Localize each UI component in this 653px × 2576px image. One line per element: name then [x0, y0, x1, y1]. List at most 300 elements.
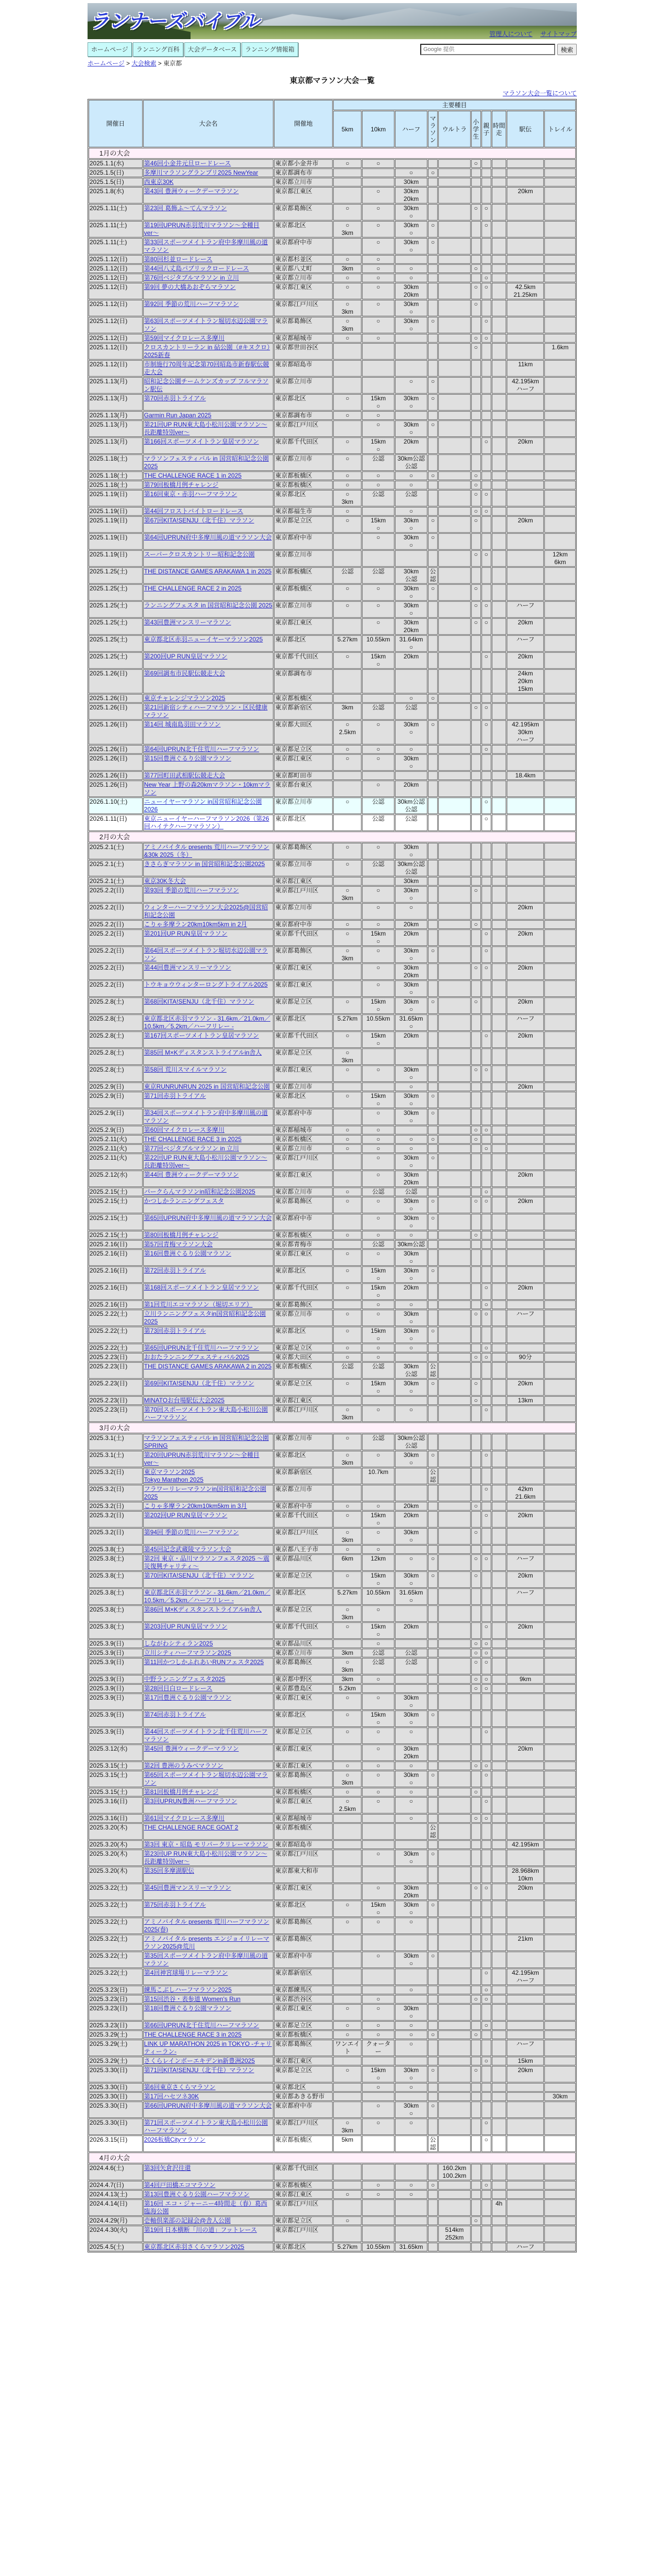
race-link[interactable]: 東京都北区赤羽ニューイヤーマラソン2025 [144, 636, 263, 643]
cell-race-name [143, 1231, 274, 1240]
race-link[interactable]: 東京マラソン2025 Tokyo Marathon 2025 [144, 1468, 204, 1483]
race-link[interactable]: 第168回スポーツメイトラン皇居マラソン [144, 1284, 259, 1291]
cell-parent-child: ○ [482, 2119, 491, 2135]
cell-parent-child [482, 1744, 491, 1761]
race-link[interactable]: 第63回スポーツメイトラン堀切水辺公園マラソン [144, 317, 268, 332]
race-link[interactable]: 第75回赤羽トライアル [144, 1901, 206, 1908]
cell-race-name [143, 394, 274, 411]
cell-5km: ○ 3km [333, 886, 362, 903]
race-link[interactable]: 第67回KITA!SENJU（北千住）マラソン [144, 517, 254, 524]
race-link[interactable]: 第16回 エコ・ジャーニー4時間走（春）葛西臨海公園 [144, 2200, 267, 2215]
race-link[interactable]: 第3回 東京・昭島 モリパークリレーマラソン [144, 1841, 268, 1848]
race-link[interactable]: 第21回UP RUN東大島小松川公園マラソン〜長距離特別ver〜 [144, 421, 267, 436]
race-link[interactable]: 東京RUNRUNRUN 2025 in 国営昭和記念公園 [144, 1083, 270, 1090]
cell-elementary [471, 1300, 481, 1309]
race-link[interactable]: 昭和記念公園チームケンズカップ フルマラソン駅伝 [144, 378, 269, 393]
cell-trail [544, 2190, 576, 2199]
cell-10km: ○ [362, 1771, 394, 1787]
race-link[interactable]: 第201回UP RUN皇居マラソン [144, 930, 228, 937]
month-section-header [89, 2153, 576, 2163]
search-button[interactable]: 検索 [557, 44, 577, 55]
cell-race-name [143, 1639, 274, 1648]
cell-marathon: ○ [428, 2181, 438, 2190]
race-link[interactable]: 第15回豊洲ぐるり公園マラソン [144, 755, 232, 762]
cell-10km: 公認 [362, 1362, 394, 1379]
cell-timed-run [492, 2004, 506, 2021]
race-link[interactable]: 第18回豊洲ぐるり公園マラソン [144, 2005, 232, 2012]
race-link[interactable]: 練馬こぶしハーフマラソン2025 [144, 1986, 232, 1993]
cell-ekiden [507, 2226, 544, 2242]
cell-date: 2025.3.29(土) [89, 2030, 143, 2039]
cell-place: 東京都江戸川区 [274, 1850, 333, 1866]
cell-10km: 15km ○ [362, 437, 394, 454]
cell-marathon [428, 2216, 438, 2225]
cell-10km: 公認 [362, 567, 394, 584]
race-link[interactable]: 第60回マイクロレース多摩川 [144, 1126, 225, 1133]
race-link[interactable]: 第200回UP RUN皇居マラソン [144, 653, 228, 660]
cell-elementary: ○ [471, 1571, 481, 1588]
race-link[interactable]: 第3回UPRUN豊洲ハーフマラソン [144, 1798, 237, 1805]
about-list-link[interactable]: マラソン大会一覧について [503, 90, 577, 97]
race-link[interactable]: トウキョウウィンターロングトライアル2025 [144, 981, 268, 988]
race-link[interactable]: 第2回 豊洲のうみべマラソン [144, 1762, 224, 1769]
cell-ultra [438, 2136, 470, 2152]
race-link[interactable]: THE CHALLENGE RACE 3 in 2025 [144, 2031, 242, 2038]
cell-10km: 15km ○ [362, 652, 394, 669]
cell-parent-child [482, 394, 491, 411]
cell-10km: ○ [362, 1693, 394, 1710]
race-link[interactable]: 第35回スポーツメイトラン府中多摩川風の道マラソン [144, 1952, 268, 1967]
race-link[interactable]: 第79回板橋月例チャレンジ [144, 481, 219, 488]
race-link[interactable]: 第59回マイクロレース多摩川 [144, 334, 225, 342]
cell-ultra [438, 1814, 470, 1823]
cell-date: 2025.1.25(土) [89, 652, 143, 669]
cell-ultra [438, 946, 470, 963]
cell-trail [544, 1771, 576, 1787]
race-link[interactable]: 東京都北区赤羽マラソン - 31.6km／21.0km／10.5km／5.2km／ハーフリレー - [144, 1589, 271, 1604]
race-link[interactable]: 第15回渋谷・表参道 Women's Run [144, 1995, 241, 2003]
cell-timed-run [492, 1639, 506, 1648]
cell-ekiden: 20km [507, 187, 544, 204]
race-link[interactable]: スーパークロスカントリー昭和記念公園 [144, 551, 255, 558]
cell-timed-run [492, 1528, 506, 1545]
cell-half: 30km ○ [395, 1901, 427, 1917]
race-link[interactable]: 第66回UPRUN府中多摩川風の道マラソン大会 [144, 2102, 272, 2109]
race-link[interactable]: 第28回目白ロードレース [144, 1685, 213, 1692]
race-link[interactable]: 第72回赤羽トライアル [144, 1267, 206, 1274]
race-link[interactable]: 第1回荒川エコマラソン（堀切エリア） [144, 1301, 253, 1308]
cell-5km: 5km [333, 2136, 362, 2152]
cell-half: 30km公認 公認 [395, 1434, 427, 1450]
header-parent-child: 親子 [482, 111, 491, 147]
race-link[interactable]: 第65回スポーツメイトラン堀切水辺公園マラソン [144, 1771, 268, 1786]
race-link[interactable]: こりゃ多摩ラン20km10km5km in 3月 [144, 1502, 247, 1510]
cell-trail [544, 1952, 576, 1968]
race-link[interactable]: おおたランニングフェスティバル2025 [144, 1353, 250, 1361]
sitemap-link[interactable]: サイトマップ [540, 30, 577, 38]
race-link[interactable]: 西東京30K [144, 178, 174, 185]
race-link[interactable]: THE CHALLENGE RACE 3 in 2025 [144, 1136, 242, 1143]
race-link[interactable]: 第74回赤羽トライアル [144, 1711, 206, 1718]
race-link[interactable]: 第76回ベジタブルマラソン in 立川 [144, 274, 239, 281]
cell-elementary [471, 1405, 481, 1422]
cell-elementary [471, 1605, 481, 1622]
cell-trail [544, 963, 576, 980]
race-link[interactable]: 第58回 荒川スマイルマラソン [144, 1066, 227, 1073]
cell-half: ○ [395, 903, 427, 920]
cell-10km: ○ [362, 1744, 394, 1761]
cell-date: 2025.1.12(日) [89, 317, 143, 333]
cell-place: 東京都葛飾区 [274, 1658, 333, 1674]
cell-ekiden [507, 2102, 544, 2118]
race-link[interactable]: 第93回 季節の荒川ハーフマラソン [144, 887, 239, 894]
race-link[interactable]: Garmin Run Japan 2025 [144, 412, 212, 419]
cell-elementary [471, 1283, 481, 1300]
cell-5km [333, 533, 362, 550]
cell-timed-run [492, 255, 506, 264]
cell-parent-child: ○ [482, 1188, 491, 1196]
site-logo[interactable]: ランナーズバイブル [90, 11, 259, 32]
race-link[interactable]: 東京都北区赤羽さくらマラソン2025 [144, 2243, 245, 2250]
race-link[interactable]: 第65回UPRUN北千住荒川ハーフマラソン [144, 1344, 260, 1351]
race-link[interactable]: 第70回KITA!SENJU（北千住）マラソン [144, 1572, 254, 1579]
race-link[interactable]: 第44回スポーツメイトラン北千住荒川ハーフマラソン [144, 1728, 268, 1743]
race-link[interactable]: きさらぎマラソン in 国営昭和記念公園2025 [144, 860, 265, 868]
race-link[interactable]: 第203回UP RUN皇居マラソン [144, 1623, 228, 1630]
cell-5km [333, 2199, 362, 2216]
race-link[interactable]: 第167回スポーツメイトラン皇居マラソン [144, 1032, 259, 1039]
race-link[interactable]: 第85回 M×Kディスタンストライアルin舎人 [144, 1049, 262, 1056]
race-link[interactable]: 第6回東京さくらマラソン [144, 2083, 216, 2091]
race-link[interactable]: 第11回かつしかふれあいRUNフェスタ2025 [144, 1658, 264, 1666]
cell-ultra [438, 567, 470, 584]
race-link[interactable]: THE CHALLENGE RACE GOAT 2 [144, 1824, 238, 1831]
cell-half: 20km [395, 781, 427, 797]
race-link[interactable]: 第9回 夢の大橋あおぞらマラソン [144, 283, 236, 291]
cell-10km: ○ [362, 886, 394, 903]
table-row [89, 2216, 576, 2225]
race-link[interactable]: 第65回UPRUN府中多摩川風の道マラソン大会 [144, 1214, 272, 1222]
race-link[interactable]: 第66回UPRUN北千住荒川ハーフマラソン [144, 2022, 260, 2029]
cell-date: 2025.1.12(日) [89, 300, 143, 316]
race-link[interactable]: 第45回記念武蔵陵マラソン大会 [144, 1546, 232, 1553]
race-link[interactable]: 第17回ハセツネ30K [144, 2093, 199, 2100]
cell-ultra [438, 1935, 470, 1951]
search-input[interactable] [420, 44, 555, 55]
race-link[interactable]: 市制施行70周年記念第70回昭島市新春駅伝競走大会 [144, 361, 269, 376]
race-link[interactable]: 第64回UPRUN府中多摩川風の道マラソン大会 [144, 534, 272, 541]
cell-place: 東京都青梅市 [274, 1240, 333, 1249]
cell-half: 20km [395, 929, 427, 946]
cell-race-name [143, 221, 274, 238]
cell-ekiden [507, 1823, 544, 1840]
cell-date: 2025.2.2(日) [89, 963, 143, 980]
race-link[interactable]: 第44回 豊洲ウィークデーマラソン [144, 1171, 239, 1178]
race-link[interactable]: アミノバイタル presents 荒川ハーフマラソン&30k 2025（冬） [144, 843, 269, 858]
cell-10km: ○ [362, 187, 394, 204]
table-row [89, 1797, 576, 1814]
race-link[interactable]: THE CHALLENGE RACE 2 in 2025 [144, 585, 242, 592]
cell-marathon: 公認 [428, 1362, 438, 1379]
table-row [89, 471, 576, 480]
race-link[interactable]: 中野ランニングフェスタ2025 [144, 1675, 226, 1683]
race-link[interactable]: 第45回豊洲マンスリーマラソン [144, 1884, 231, 1891]
race-link[interactable]: ニューイヤーマラソン in国営昭和記念公園2026 [144, 798, 262, 813]
race-link[interactable]: 第64回UPRUN北千住荒川ハーフマラソン [144, 745, 260, 753]
race-link[interactable]: 第70回スポーツメイトラン東大島小松川公園ハーフマラソン [144, 1406, 268, 1421]
cell-ekiden: ハーフ [507, 2040, 544, 2056]
cell-place: 東京都調布市 [274, 669, 333, 693]
race-link[interactable]: 第61回マイクロレース多摩川 [144, 1815, 225, 1822]
race-link[interactable]: フラワーリレーマラソンin国営昭和記念公園2025 [144, 1485, 266, 1500]
nav-race-database[interactable]: 大会データベース [184, 42, 240, 57]
race-link[interactable]: 第80回杉並ロードレース [144, 256, 213, 263]
race-link[interactable]: 第17回豊洲ぐるり公園マラソン [144, 1694, 232, 1701]
cell-ekiden [507, 1092, 544, 1108]
cell-marathon [428, 1605, 438, 1622]
cell-race-name [143, 1048, 274, 1065]
race-link[interactable]: こりゃ多摩ラン20km10km5km in 2月 [144, 921, 247, 928]
cell-ultra [438, 1684, 470, 1693]
cell-ekiden [507, 507, 544, 516]
race-link[interactable]: 第94回 季節の荒川ハーフマラソン [144, 1529, 239, 1536]
race-link[interactable]: 第20回UPRUN赤羽荒川マラソン〜全種目ver〜 [144, 1451, 260, 1466]
cell-elementary: ○ [471, 1065, 481, 1082]
race-link[interactable]: 第43回 豊洲ウィークデーマラソン [144, 188, 239, 195]
cell-race-name [143, 1126, 274, 1134]
cell-ultra [438, 1986, 470, 1994]
cell-half: 30km公認 公認 [395, 798, 427, 814]
race-link[interactable]: 第70回赤羽トライアル [144, 395, 206, 402]
cell-ultra [438, 1266, 470, 1283]
race-link[interactable]: 第4回戸田橋エコマラソン [144, 2181, 216, 2189]
race-link[interactable]: 第57回青梅マラソン大会 [144, 1241, 213, 1248]
cell-ekiden: 20km [507, 1884, 544, 1900]
race-link[interactable]: 第71回スポーツメイトラン東大島小松川公園ハーフマラソン [144, 2119, 268, 2134]
cell-place: 東京都北区 [274, 490, 333, 506]
cell-ekiden: 20km [507, 929, 544, 946]
race-link[interactable]: 立川ランニングフェスタin国営昭和記念公園2025 [144, 1310, 266, 1325]
breadcrumb-race-search[interactable]: 大会検索 [131, 60, 157, 67]
cell-5km: ○ 3km [333, 221, 362, 238]
race-link[interactable]: アミノバイタル presents 荒川ハーフマラソン2025(春) [144, 1918, 269, 1933]
race-link[interactable]: THE DISTANCE GAMES ARAKAWA 2 in 2025 [144, 1363, 272, 1370]
cell-10km: 15km ○ [362, 1092, 394, 1108]
race-link[interactable]: 第35回多摩湖駅伝 [144, 1867, 195, 1874]
race-link[interactable]: THE DISTANCE GAMES ARAKAWA 1 in 2025 [144, 568, 272, 575]
race-link[interactable]: 第3回矢倉沢往還 [144, 2164, 191, 2172]
table-row [89, 343, 576, 360]
race-link[interactable]: 第86回 M×Kディスタンストライアルin舎人 [144, 1606, 262, 1613]
cell-marathon [428, 843, 438, 859]
cell-half: 30km ○ [395, 720, 427, 744]
race-link[interactable]: 東京ニューイヤーハーフマラソン2026（第26回ハイテクハーフマラソン） [144, 815, 269, 830]
race-link[interactable]: 第23回UP RUN東大島小松川公園マラソン〜長距離特別ver〜 [144, 1850, 267, 1865]
race-link[interactable]: 第69回調布市民駅伝競走大会 [144, 670, 226, 677]
race-link[interactable]: 第22回UP RUN東大島小松川公園マラソン〜長距離特別ver〜 [144, 1154, 267, 1169]
race-link[interactable]: 第4回神宮球場リレーマラソン [144, 1969, 228, 1976]
cell-10km: ○ [362, 221, 394, 238]
cell-half: 31.65km ○ [395, 1588, 427, 1605]
cell-parent-child [482, 2040, 491, 2056]
race-link[interactable]: ランニングフェスタ in 国営昭和記念公園 2025 [144, 602, 272, 609]
race-link[interactable]: かつしかランニングフェスタ [144, 1197, 224, 1205]
table-row [89, 1935, 576, 1951]
cell-trail [544, 1092, 576, 1108]
race-link[interactable]: 2026板橋Cityマラソン [144, 2136, 206, 2143]
cell-timed-run [492, 1986, 506, 1994]
cell-10km: 15km ○ [362, 1283, 394, 1300]
race-link[interactable]: 第34回スポーツメイトラン府中多摩川風の道マラソン [144, 1109, 268, 1124]
race-link[interactable]: 第80回板橋月例チャレンジ [144, 1231, 219, 1239]
race-link[interactable]: パークらんマラソンin昭和記念公園2025 [144, 1188, 255, 1195]
cell-place: 東京都昭島市 [274, 1840, 333, 1849]
race-link[interactable]: 立川シティハーフマラソン2025 [144, 1649, 231, 1656]
race-link[interactable]: 第13回豊洲ぐるり公園ハーフマラソン [144, 2191, 250, 2198]
cell-date: 2025.3.15(土) [89, 1771, 143, 1787]
race-link[interactable]: 第166回スポーツメイトラン皇居マラソン [144, 438, 259, 445]
table-row [89, 1511, 576, 1528]
cell-5km: ○ [333, 159, 362, 168]
breadcrumb-home[interactable]: ホームページ [88, 60, 125, 67]
race-link[interactable]: アミノバイタル presents エンジョイリレーマラソン2025@荒川 [144, 1935, 269, 1950]
cell-10km: ○ [362, 618, 394, 635]
nav-running-info[interactable]: ランニング情報箱 [242, 42, 298, 57]
race-link[interactable]: マラソンフェスティバル in 国営昭和記念公園2025 [144, 455, 269, 470]
cell-ultra [438, 178, 470, 187]
cell-half: 31.65km ○ [395, 1014, 427, 1031]
race-link[interactable]: 第44回フロストバイトロードレース [144, 507, 244, 515]
cell-10km: ○ [362, 317, 394, 333]
cell-ultra [438, 1240, 470, 1249]
cell-timed-run [492, 1353, 506, 1362]
race-link[interactable]: 第77回町田武相駅伝競走大会 [144, 772, 226, 779]
cell-date: 2025.2.15(土) [89, 1214, 143, 1230]
cell-half [395, 159, 427, 168]
cell-date: 2025.3.9(日) [89, 1639, 143, 1648]
race-link[interactable]: 多摩川マラソングランプリ2025 NewYear [144, 169, 259, 176]
table-row [89, 2119, 576, 2135]
cell-date: 2025.3.2(日) [89, 1502, 143, 1511]
race-link[interactable]: 第77回ベジタブルマラソン in 立川 [144, 1145, 239, 1152]
race-link[interactable]: 第202回UP RUN皇居マラソン [144, 1512, 228, 1519]
cell-parent-child [482, 1014, 491, 1031]
race-link[interactable]: マラソンフェスティバル in 国営昭和記念公園 SPRING [144, 1434, 269, 1449]
cell-ekiden [507, 1249, 544, 1266]
race-link[interactable]: クロスカントリーラン in 砧公園（#キヌクロ）2025新春 [144, 344, 270, 359]
race-link[interactable]: 第71回KITA!SENJU（北千住）マラソン [144, 2066, 254, 2074]
cell-half: ○ [395, 1814, 427, 1823]
table-row [89, 168, 576, 177]
cell-timed-run [492, 1554, 506, 1571]
race-link[interactable]: 東京30K冬大会 [144, 877, 186, 885]
race-link[interactable]: 第73回赤羽トライアル [144, 1327, 206, 1334]
cell-date: 2025.2.1(土) [89, 843, 143, 859]
cell-10km: 公認 [362, 703, 394, 720]
cell-parent-child [482, 159, 491, 168]
nav-running-encyclopedia[interactable]: ランニング百科 [133, 42, 183, 57]
cell-elementary: ○ [471, 1684, 481, 1693]
race-link[interactable]: 第33回スポーツメイトラン府中多摩川風の道マラソン [144, 239, 268, 253]
race-link[interactable]: 第69回KITA!SENJU（北千住）マラソン [144, 1380, 254, 1387]
race-link[interactable]: 第2回 東京・品川マラソンフェスタ2025 〜震災復興チャリティ〜 [144, 1555, 270, 1570]
about-admin-link[interactable]: 管理人について [489, 30, 532, 38]
cell-elementary: ○ [471, 1135, 481, 1144]
cell-5km: ○ 3km [333, 1451, 362, 1467]
race-link[interactable]: 第21回新宿シティハーフマラソン・区民健康マラソン [144, 704, 268, 719]
race-link[interactable]: 第71回赤羽トライアル [144, 1092, 206, 1099]
cell-timed-run [492, 2057, 506, 2065]
cell-trail [544, 2066, 576, 2082]
race-link[interactable]: 第46回小金井元旦ロードレース [144, 160, 231, 167]
race-link[interactable]: 第23回 葛飾ふ〜てんマラソン [144, 205, 227, 212]
cell-elementary [471, 2226, 481, 2242]
cell-trail [544, 1511, 576, 1528]
cell-5km: ○ [333, 1327, 362, 1343]
cell-ultra [438, 584, 470, 601]
race-link[interactable]: 第81回板橋月例チャレンジ [144, 1788, 219, 1795]
cell-race-name [143, 334, 274, 343]
race-link[interactable]: MINATOお台場駅伝大会2025 [144, 1397, 225, 1404]
race-link[interactable]: 第16回豊洲ぐるり公園マラソン [144, 1250, 232, 1257]
cell-10km: ○ [362, 2102, 394, 2118]
race-link[interactable]: 東京都北区赤羽マラソン - 31.6km／21.0km／10.5km／5.2km／ハーフリレー - [144, 1015, 271, 1030]
race-link[interactable]: さくらレインボーエキデンin新豊洲2025 [144, 2057, 255, 2064]
cell-trail [544, 334, 576, 343]
nav-home[interactable]: ホームページ [88, 42, 132, 57]
race-link[interactable]: New Year 上野の森20kmマラソン・10kmマラソン [144, 781, 271, 796]
race-link[interactable]: 第19回UPRUN赤羽荒川マラソン〜全種目ver〜 [144, 222, 260, 236]
cell-5km: ○ [333, 1379, 362, 1396]
cell-half: 公認 [395, 1658, 427, 1674]
cell-half [395, 1126, 427, 1134]
race-link[interactable]: LINK UP MARATHON 2025 in TOKYO -チャリティーラン- [144, 2040, 272, 2055]
cell-place: 東京都福生市 [274, 507, 333, 516]
cell-parent-child [482, 168, 491, 177]
race-link[interactable]: 第43回豊洲マンスリーマラソン [144, 619, 231, 626]
race-link[interactable]: 壱軸倶楽部の記録会@舎人公園 [144, 2217, 231, 2224]
race-link[interactable]: 第68回KITA!SENJU（北千住）マラソン [144, 998, 254, 1005]
race-link[interactable]: 第19回 日本横断「川の道」フットレース [144, 2226, 257, 2233]
race-link[interactable]: THE CHALLENGE RACE 1 in 2025 [144, 472, 242, 479]
race-link[interactable]: 第64回スポーツメイトラン堀切水辺公園マラソン [144, 947, 268, 962]
race-link[interactable]: ウィンターハーフマラソン大会2025@国営昭和記念公園 [144, 904, 268, 919]
cell-date: 2025.3.16(日) [89, 1797, 143, 1814]
cell-place: 東京都足立区 [274, 516, 333, 533]
race-link[interactable]: しながわシティラン2025 [144, 1640, 213, 1647]
cell-marathon [428, 1935, 438, 1951]
race-link[interactable]: 東京チャレンジマラソン2025 [144, 694, 226, 702]
cell-10km: 10.55km [362, 1588, 394, 1605]
race-link[interactable]: 第14回 城南島羽田マラソン [144, 721, 221, 728]
race-link[interactable]: 第92回 季節の荒川ハーフマラソン [144, 300, 239, 308]
cell-ekiden: 28.968km 10km [507, 1867, 544, 1883]
race-link[interactable]: 第44回豊洲マンスリーマラソン [144, 964, 231, 971]
race-link[interactable]: 第44回八丈島パブリックロードレース [144, 265, 249, 272]
cell-timed-run [492, 635, 506, 652]
cell-elementary [471, 221, 481, 238]
cell-marathon [428, 1240, 438, 1249]
race-link[interactable]: 第16回東京・赤羽ハーフマラソン [144, 490, 237, 498]
cell-trail [544, 1797, 576, 1814]
cell-place: 東京都調布市 [274, 168, 333, 177]
cell-5km [333, 771, 362, 780]
cell-elementary [471, 929, 481, 946]
cell-half: 20km [395, 437, 427, 454]
cell-marathon [428, 300, 438, 316]
cell-ekiden: 20km [507, 1511, 544, 1528]
race-link[interactable]: 第45回 豊洲ウィークデーマラソン [144, 1745, 239, 1752]
